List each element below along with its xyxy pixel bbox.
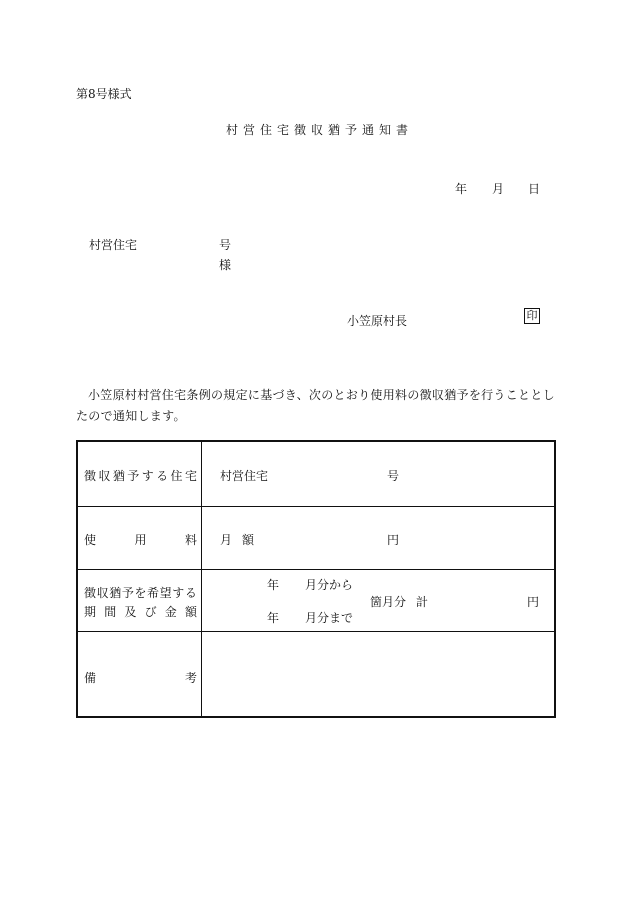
value-housing: 村営住宅 xyxy=(220,469,269,483)
period-total xyxy=(370,593,428,610)
label-housing: 徴 収 猶 予 す る 住 宅 xyxy=(84,469,197,483)
info-table xyxy=(76,440,556,718)
table-row-housing xyxy=(78,442,554,506)
period-from xyxy=(267,576,353,593)
value-fee-yen: 円 xyxy=(387,533,400,547)
form-number: 第8号様式 xyxy=(76,87,132,101)
period-until-year: 年 xyxy=(267,611,280,625)
period-months: 箇月分 xyxy=(370,595,407,609)
label-remarks: 備 考 xyxy=(84,671,197,685)
table-row-fee xyxy=(78,506,554,569)
column-divider xyxy=(201,570,202,631)
table-row-period xyxy=(78,569,554,631)
date-year: 年 xyxy=(455,182,468,196)
body-text: 小笠原村村営住宅条例の規定に基づき、次のとおり使用料の徴収猶予を行うこととしたので通知します。 xyxy=(76,388,555,423)
column-divider xyxy=(201,507,202,569)
recipient-number: 号 xyxy=(219,238,232,252)
document-title: 村営住宅徴収猶予通知書 xyxy=(226,123,414,137)
table-row-remarks xyxy=(78,631,554,716)
seal-mark: 印 xyxy=(524,308,540,324)
period-until-month: 月分まで xyxy=(305,611,354,625)
period-from-year: 年 xyxy=(267,578,280,592)
label-period-line1: 徴 収 猶 予 を 希 望 す る xyxy=(84,586,197,600)
label-fee: 使 用 料 xyxy=(84,533,197,547)
label-period-line2: 期 間 及 び 金 額 xyxy=(84,605,197,619)
column-divider xyxy=(201,632,202,716)
period-yen: 円 xyxy=(527,595,540,609)
period-from-month: 月分から xyxy=(305,578,354,592)
date-month: 月 xyxy=(492,182,505,196)
recipient-honorific: 様 xyxy=(219,258,232,272)
period-total-label: 計 xyxy=(416,595,429,609)
value-monthly: 月額 xyxy=(220,533,265,547)
column-divider xyxy=(201,442,202,506)
period-until xyxy=(267,609,353,626)
issuer-name: 小笠原村長 xyxy=(347,314,408,328)
value-housing-number: 号 xyxy=(387,469,400,483)
date-day: 日 xyxy=(528,182,541,196)
recipient-housing: 村営住宅 xyxy=(89,238,138,252)
